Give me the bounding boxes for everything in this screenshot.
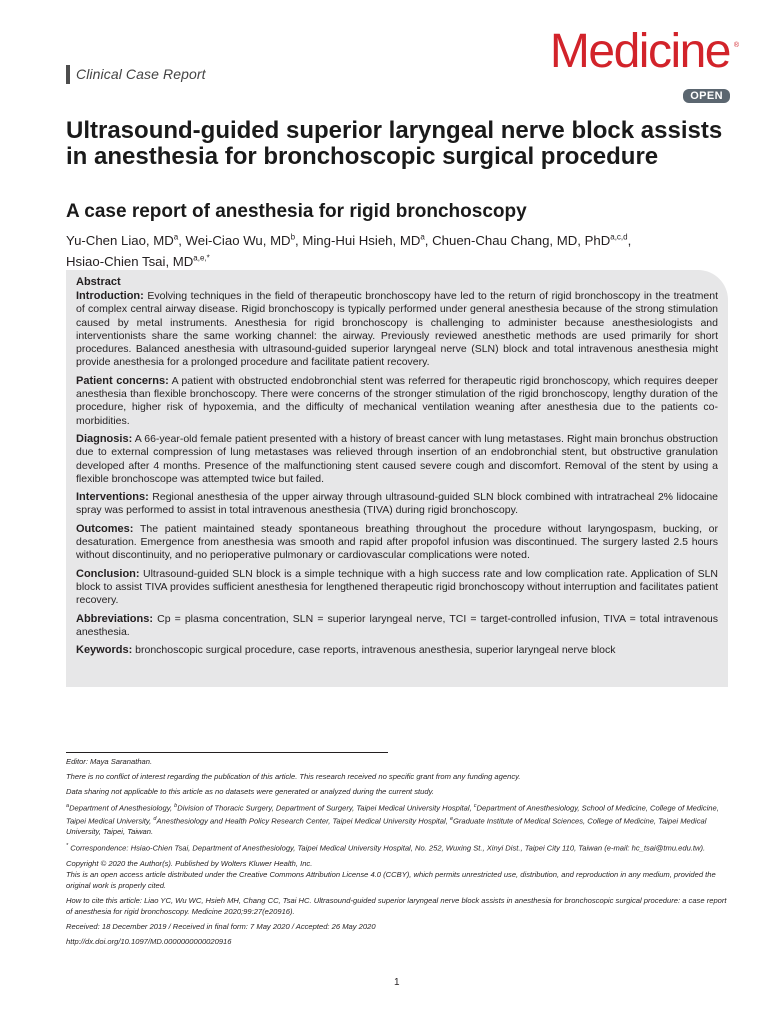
article-subtitle: A case report of anesthesia for rigid bronchoscopy: [66, 201, 527, 222]
journal-logo: [549, 25, 739, 102]
open-access-badge: OPEN: [683, 89, 730, 103]
section-label-bar: [66, 65, 70, 84]
abstract-conclusion: Conclusion: Ultrasound-guided SLN block is a simple technique with a high success rate and low complication rate. Application of SLN block to assist TIVA provides sufficient anesthesia for lengthened therapeutic rigid bronchoscopy without interruption and facilitates patient recovery.: [76, 567, 718, 607]
abstract-outcomes: Outcomes: The patient maintained steady spontaneous breathing throughout the procedure without laryngospasm, bucking, or desaturation. Emergence from anesthesia was smooth and rapid after propofol infusion was discontinued. The surgery lasted 2.5 hours without discontinuity, and no perioperative pulmonary or cardiovascular complications were noted.: [76, 522, 718, 562]
author: Yu-Chen Liao, $MD^a$,: [66, 233, 186, 249]
article-title: Ultrasound-guided superior laryngeal nerve block assists in anesthesia for bronchoscopic surgical procedure: [66, 117, 723, 170]
author: Chuen-Chau Chang, MD, PhD$^{a,c,d}$,: [432, 233, 632, 249]
footnote-conflict: There is no conflict of interest regarding the publication of this article. This research received no specific grant from any funding agency.: [66, 772, 521, 781]
abstract-abbreviations: Abbreviations: Cp = plasma concentration, SLN = superior laryngeal nerve, TCI = target-controlled infusion, TIVA = total intravenous anesthesia.: [76, 612, 718, 638]
section-label: [66, 64, 206, 84]
abstract-introduction: Introduction: Evolving techniques in the field of therapeutic bronchoscopy have led to the return of rigid bronchoscopy in the treatment of complex central airway disease. Rigid bronchoscopy is typically performed under general anesthesia because of the strong stimulation caused by metal instruments. Anesthesia for rigid bronchoscopy is challenging to administer because anesthesiologists and interventionists share the same working channel: the airway. Previously reviewed anesthetic methods are used primarily for short procedures. Balanced anesthesia with ultrasound-guided superior laryngeal nerve (SLN) block and total intravenous anesthesia might provide anesthesia for a prolonged procedure and facilitate patient recovery.: [76, 290, 718, 369]
author: Hsiao-Chien Tsai, $MD^{a,e,*}$: [66, 253, 210, 269]
abstract-interventions: Interventions: Regional anesthesia of the upper airway through ultrasound-guided SLN block combined with intratracheal 2% lidocaine spray was performed to assist in total intravenous anesthesia (TIVA) during rigid bronchoscopy.: [76, 491, 719, 517]
footnote-doi: http://dx.doi.org/10.1097/MD.0000000000020916: [66, 936, 232, 946]
abstract-box: [66, 270, 728, 687]
section-label-text: Clinical Case Report: [76, 66, 206, 82]
abstract-patient-concerns: Patient concerns: A patient with obstructed endobronchial stent was referred for therapeutic rigid bronchoscopy, which requires deeper anesthesia than flexible bronchoscopy. There were concerns of the stronger stimulation of the rigid bronchoscopy, lengthy duration of the procedure, higher risk of hypoxemia, and the difficulty of mechanical ventilation weaning after anesthesia due to the patients co-morbidities.: [76, 374, 718, 427]
footnote-license: Copyright © 2020 the Author(s). Published by Wolters Kluwer Health, Inc. This is an open access article distributed under the Creative Commons Attribution License 4.0 (CCBY), which permits unrestricted use, distribution, and reproduction in any medium, provided the original work is properly cited.: [66, 858, 716, 890]
journal-name: Medicine: [549, 25, 730, 78]
footnote-citation: How to cite this article: Liao YC, Wu WC, Hsieh MH, Chang CC, Tsai HC. Ultrasound-guided superior laryngeal nerve block assists in anesthesia for bronchoscopic surgical procedure: a case report of anesthesia for rigid bronchoscopy. Medicine 2020;99:27(e20916).: [66, 895, 727, 916]
abstract-heading: Abstract: [76, 276, 121, 288]
abstract-keywords: Keywords: bronchoscopic surgical procedure, case reports, intravenous anesthesia, superior laryngeal nerve block: [76, 644, 616, 657]
footnote-data-sharing: Data sharing not applicable to this article as no datasets were generated or analyzed during the current study.: [66, 787, 434, 796]
author: Wei-Ciao Wu, $MD^b$,: [185, 233, 303, 249]
author-list: [66, 229, 726, 270]
author: Ming-Hui Hsieh, $MD^a$,: [302, 233, 433, 249]
footnote-affiliations: $^a$Department of Anesthesiology, $^b$Division of Thoracic Surgery, Department of Surgery, Taipei Medical University Hospital, $^c$Department of Anesthesiology, School of Medicine, College of Medicine, Taipei Medical University, $^d$Anesthesiology and Health Policy Research Center, Taipei Medical University Hospital, $^e$Graduate Institute of Medical Sciences, College of Medicine, Taipei Medical University, Taipei, Taiwan.: [66, 803, 719, 837]
footnote-dates: Received: 18 December 2019 / Received in final form: 7 May 2020 / Accepted: 26 May 2020: [66, 921, 376, 931]
footnote-editor: Editor: Maya Saranathan.: [66, 757, 153, 766]
abstract-diagnosis: Diagnosis: A 66-year-old female patient presented with a history of breast cancer with lung metastases. Right main bronchus obstruction due to external compression of lung metastases was relieved through insertion of an endobronchial stent, but obstructive granulation developed after 4 months. Presence of the malfunctioning stent caused severe cough and discomfort. Removal of the stent by using a flexible bronchoscope was attempted twice but failed.: [76, 432, 718, 485]
footnotes: [66, 756, 728, 951]
footnote-divider: [66, 752, 388, 753]
footnote-correspondence: * Correspondence: Hsiao-Chien Tsai, Department of Anesthesiology, Taipei Medical University Hospital, No. 252, Wuxing St., Xinyi Dist., Taipei City 110, Taiwan (e-mail: hc_tsai@tmu.edu.tw).: [66, 843, 706, 853]
page-number: 1: [394, 977, 400, 988]
registered-mark: ®: [733, 42, 739, 49]
